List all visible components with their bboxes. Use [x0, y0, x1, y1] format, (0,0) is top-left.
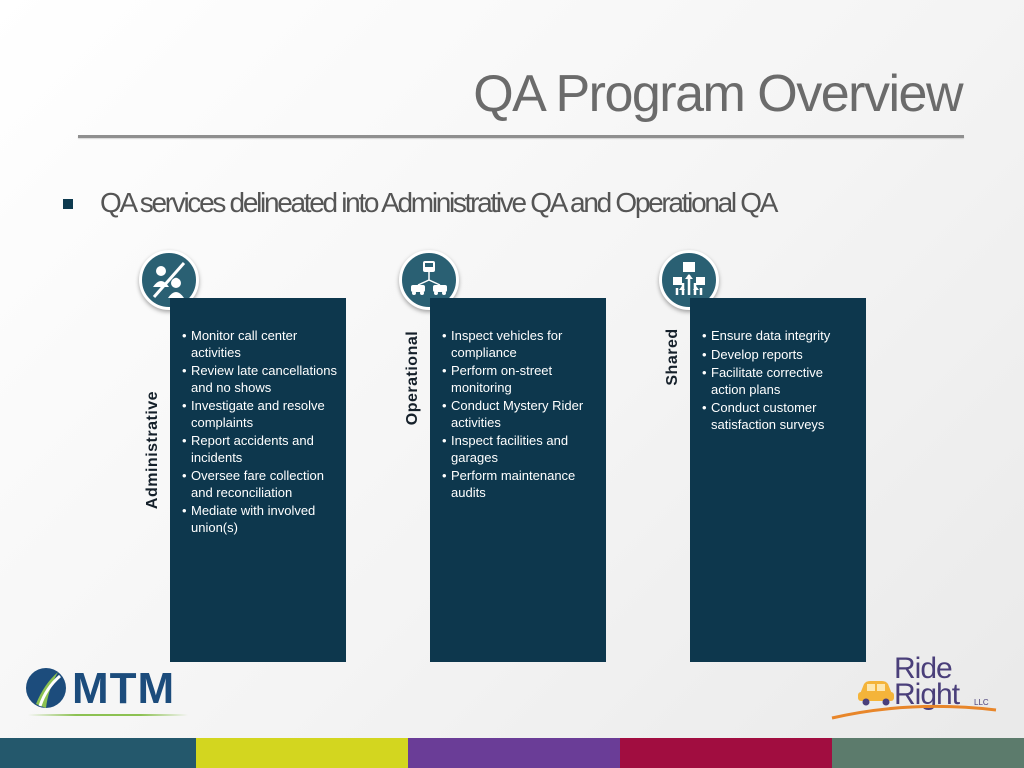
list-item: • Develop reports [703, 347, 860, 364]
ride-right-llc: LLC [974, 698, 989, 707]
footer-segment [832, 738, 1024, 768]
footer-color-bar [0, 738, 1024, 768]
list-item: • Oversee fare collection and reconciliation [183, 468, 340, 501]
ride-right-logo [830, 652, 1000, 720]
item-list [690, 298, 866, 433]
ride-right-line2: Right [894, 678, 960, 711]
column-panel [430, 298, 606, 662]
column-label: Operational [404, 330, 421, 426]
list-item: • Investigate and resolve complaints [183, 398, 340, 431]
mtm-wordmark: MTM [72, 664, 176, 713]
slide-title: QA Program Overview [473, 65, 962, 123]
column-label: Shared [664, 328, 681, 386]
column-label: Administrative [144, 390, 161, 510]
footer-segment [408, 738, 620, 768]
footer-segment [620, 738, 832, 768]
item-list [430, 298, 606, 501]
mtm-globe-icon [24, 666, 68, 710]
list-item: • Conduct Mystery Rider activities [443, 398, 600, 431]
column-panel [690, 298, 866, 662]
footer-segment [0, 738, 196, 768]
swoosh-icon [830, 702, 1000, 720]
list-item: • Ensure data integrity [703, 328, 860, 345]
column-panel [170, 298, 346, 662]
list-item: • Perform on-street monitoring [443, 363, 600, 396]
title-divider [78, 135, 964, 138]
mtm-underline [28, 714, 188, 716]
list-item: • Facilitate corrective action plans [703, 365, 860, 398]
ride-right-line1: Ride [894, 652, 952, 685]
list-item: • Mediate with involved union(s) [183, 503, 340, 536]
mtm-logo [24, 664, 194, 720]
list-item: • Perform maintenance audits [443, 468, 600, 501]
bullet-text: QA services delineated into Administrative QA and Operational QA [100, 187, 777, 218]
footer-segment [196, 738, 408, 768]
column-operational [380, 250, 680, 662]
bullet-square-icon [63, 199, 73, 209]
list-item: • Inspect vehicles for compliance [443, 328, 600, 361]
item-list [170, 298, 346, 536]
list-item: • Conduct customer satisfaction surveys [703, 400, 860, 433]
column-shared [640, 250, 940, 662]
list-item: • Review late cancellations and no shows [183, 363, 340, 396]
column-administrative [120, 250, 420, 662]
list-item: • Monitor call center activities [183, 328, 340, 361]
list-item: • Inspect facilities and garages [443, 433, 600, 466]
list-item: • Report accidents and incidents [183, 433, 340, 466]
